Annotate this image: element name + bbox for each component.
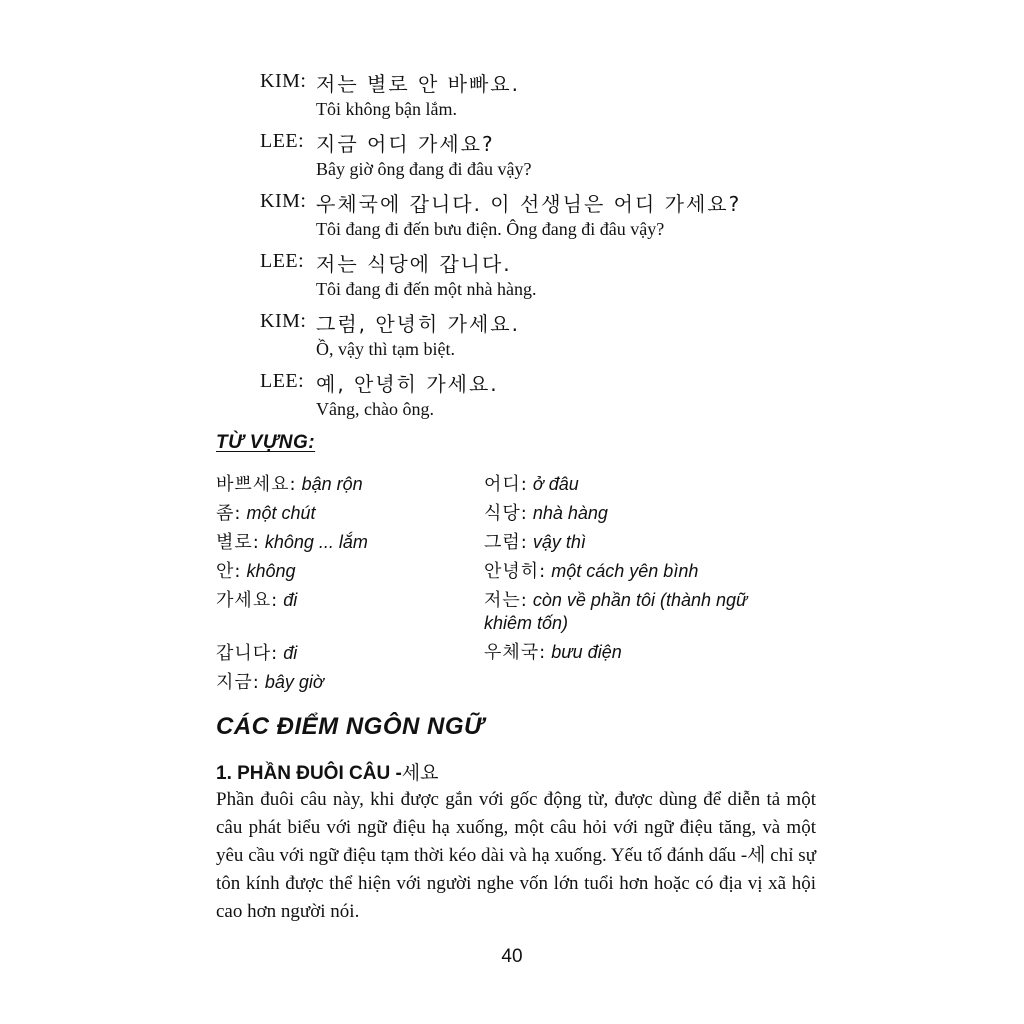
speaker-label: LEE:: [260, 130, 305, 152]
subsection-heading-korean: 세요: [401, 762, 439, 784]
vietnamese-translation: Tôi không bận lắm.: [316, 99, 457, 119]
speaker-label: KIM:: [260, 70, 307, 92]
vocabulary-meaning: bận rộn: [301, 474, 363, 494]
korean-sentence: 저는 식당에 갑니다.: [316, 252, 512, 276]
vietnamese-translation: Bây giờ ông đang đi đâu vậy?: [316, 159, 532, 179]
vocabulary-item: [484, 470, 784, 499]
vocabulary-item: [484, 589, 784, 634]
vietnamese-translation: Tôi đang đi đến bưu điện. Ông đang đi đâu vậy?: [316, 219, 665, 239]
speaker-label: KIM:: [260, 310, 307, 332]
vocabulary-korean: 별로:: [216, 532, 260, 553]
vocabulary-item: [216, 470, 466, 499]
vocabulary-meaning: bây giờ: [264, 672, 324, 692]
vietnamese-translation: Tôi đang đi đến một nhà hàng.: [316, 279, 537, 299]
vocabulary-meaning: ở đâu: [532, 474, 579, 494]
vocabulary-heading: TỪ VỰNG:: [216, 432, 316, 453]
vocabulary-column-right: [484, 470, 784, 667]
vocabulary-korean: 좀:: [216, 503, 242, 524]
korean-sentence: 예, 안녕히 가세요.: [316, 372, 499, 396]
vocabulary-korean: 어디:: [484, 474, 528, 495]
vocabulary-meaning: bưu điện: [551, 642, 622, 662]
vocabulary-meaning: nhà hàng: [532, 503, 608, 523]
vocabulary-meaning: không ... lắm: [264, 532, 368, 552]
vocabulary-korean: 식당:: [484, 503, 528, 524]
vocabulary-item: [216, 528, 466, 557]
dialogue: [260, 66, 820, 426]
dialogue-line: [260, 66, 820, 126]
section-heading: CÁC ĐIỂM NGÔN NGỮ: [216, 713, 484, 740]
subsection-heading-text: 1. PHẦN ĐUÔI CÂU -: [216, 763, 402, 784]
speaker-label: LEE:: [260, 370, 305, 392]
vocabulary-meaning: một chút: [246, 503, 316, 523]
vocabulary-item: [216, 557, 466, 586]
vocabulary-korean: 우체국:: [484, 642, 547, 663]
vocabulary-item: [484, 499, 784, 528]
vocabulary-item: [484, 528, 784, 557]
vocabulary-meaning: một cách yên bình: [551, 561, 699, 581]
vocabulary-meaning: đi: [283, 643, 298, 663]
korean-sentence: 저는 별로 안 바빠요.: [316, 72, 520, 96]
vocabulary-korean: 저는:: [484, 590, 528, 611]
spacer: [216, 615, 466, 639]
vocabulary-korean: 지금:: [216, 672, 260, 693]
dialogue-line: [260, 126, 820, 186]
dialogue-line: [260, 246, 820, 306]
vocabulary-item: [216, 499, 466, 528]
vocabulary-meaning: đi: [283, 590, 298, 610]
subsection-heading: [216, 758, 439, 785]
vocabulary-column-left: [216, 470, 466, 697]
vocabulary-item: [216, 639, 466, 668]
korean-sentence: 그럼, 안녕히 가세요.: [316, 312, 520, 336]
korean-sentence: 우체국에 갑니다. 이 선생님은 어디 가세요?: [316, 192, 742, 216]
explanation-paragraph: Phần đuôi câu này, khi được gắn với gốc động từ, được dùng để diễn tả một câu phát biểu với ngữ điệu hạ xuống, một câu hỏi với ngữ điệu tăng, và một yêu cầu với ngữ điệu tạm thời kéo dài và hạ xuống. Yếu tố đánh dấu -세 chỉ sự tôn kính được thể hiện với người nghe vốn lớn tuổi hơn hoặc có địa vị xã hội cao hơn người nói.: [216, 789, 816, 922]
vietnamese-translation: Ồ, vậy thì tạm biệt.: [316, 339, 455, 359]
vietnamese-translation: Vâng, chào ông.: [316, 399, 434, 419]
vocabulary-meaning: không: [246, 561, 296, 581]
dialogue-line: [260, 366, 820, 426]
speaker-label: KIM:: [260, 190, 307, 212]
vocabulary-meaning: còn về phần tôi (thành ngữ khiêm tốn): [484, 590, 748, 633]
dialogue-line: [260, 186, 820, 246]
vocabulary-item: [484, 638, 784, 667]
vocabulary-korean: 안:: [216, 561, 242, 582]
vocabulary-korean: 그럼:: [484, 532, 528, 553]
vocabulary-item: [216, 586, 466, 615]
vocabulary-korean: 갑니다:: [216, 643, 279, 664]
vocabulary-korean: 가세요:: [216, 590, 279, 611]
vocabulary-item: [216, 668, 466, 697]
vocabulary-korean: 바쁘세요:: [216, 474, 297, 495]
speaker-label: LEE:: [260, 250, 305, 272]
korean-sentence: 지금 어디 가세요?: [316, 132, 495, 156]
vocabulary-korean: 안녕히:: [484, 561, 547, 582]
dialogue-line: [260, 306, 820, 366]
page-number: 40: [501, 946, 523, 967]
vocabulary-item: [484, 557, 784, 586]
vocabulary-meaning: vậy thì: [532, 532, 586, 552]
